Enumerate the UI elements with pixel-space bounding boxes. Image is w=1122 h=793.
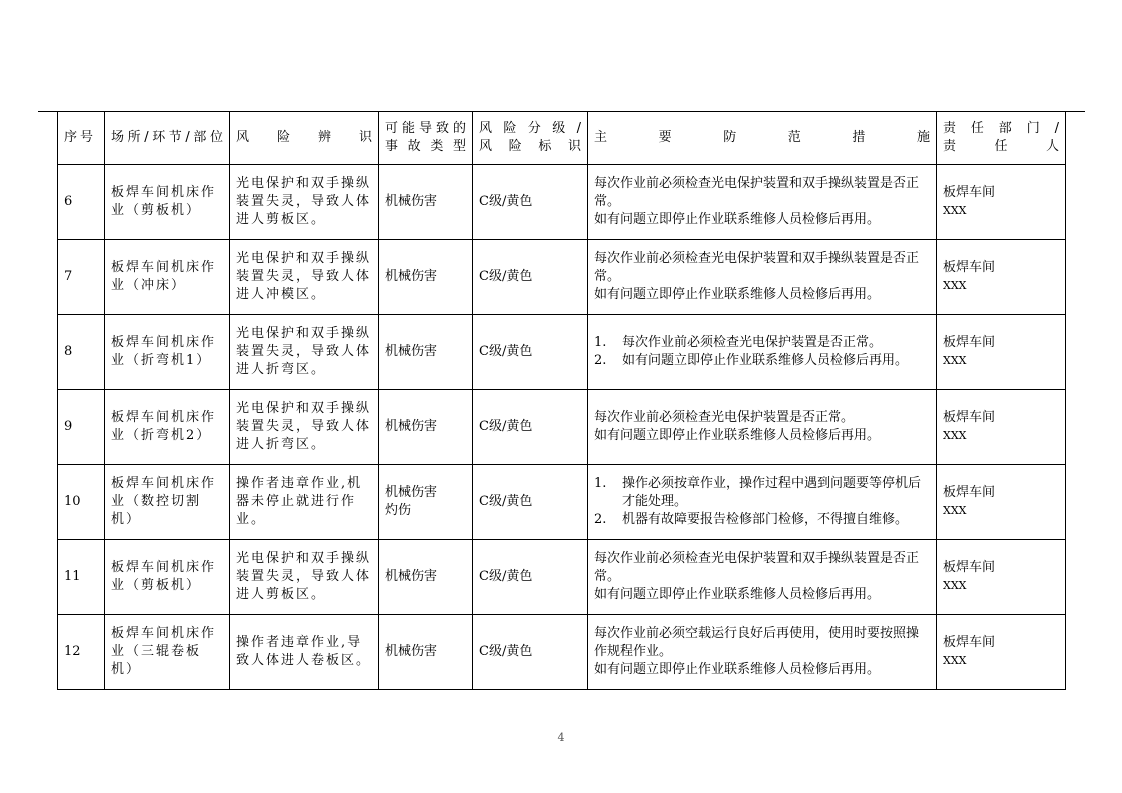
cell-accident-type [379, 390, 473, 465]
cell-location: 板焊车间机床作业（折弯机1） [105, 315, 230, 390]
responsible-person: XXX [943, 354, 967, 367]
header-risk-identification: 风 险 辨 识 [230, 112, 379, 165]
cell-seq: 12 [58, 615, 105, 690]
cell-location: 板焊车间机床作业（剪板机） [105, 165, 230, 240]
table-row [58, 240, 1066, 315]
responsible-person: XXX [943, 504, 967, 517]
responsible-person: XXX [943, 579, 967, 592]
measure-list-item [594, 334, 930, 352]
measure-text: 每次作业前必须检查光电保护装置和双手操纵装置是否正常。 [594, 176, 920, 209]
table-row [58, 615, 1066, 690]
responsible-person: XXX [943, 429, 967, 442]
responsible-dept: 板焊车间 [943, 485, 996, 500]
cell-risk: 光电保护和双手操纵装置失灵，导致人体进人剪板区。 [230, 165, 379, 240]
cell-risk-level: C级/黄色 [473, 540, 588, 615]
responsible-dept: 板焊车间 [943, 560, 996, 575]
cell-responsible [937, 315, 1066, 390]
accident-type-item: 机械伤害 [385, 644, 438, 659]
accident-type-item: 机械伤害 [385, 344, 438, 359]
cell-seq: 8 [58, 315, 105, 390]
list-number: 1. [594, 335, 607, 350]
cell-risk-level: C级/黄色 [473, 465, 588, 540]
accident-type-item: 机械伤害 [385, 419, 438, 434]
measure-list-item [594, 352, 930, 370]
responsible-person: XXX [943, 204, 967, 217]
responsible-dept: 板焊车间 [943, 335, 996, 350]
cell-risk-level: C级/黄色 [473, 165, 588, 240]
responsible-dept: 板焊车间 [943, 260, 996, 275]
header-risk-level: 风险分级/ 风险标识 [473, 112, 588, 165]
responsible-dept: 板焊车间 [943, 410, 996, 425]
header-seq: 序号 [58, 112, 105, 165]
list-number: 1. [594, 476, 607, 491]
cell-responsible [937, 390, 1066, 465]
accident-type-item: 机械伤害 [385, 269, 438, 284]
cell-risk: 操作者违章作业,机器未停止就进行作业。 [230, 465, 379, 540]
cell-accident-type [379, 615, 473, 690]
accident-type-item: 灼伤 [385, 503, 412, 518]
cell-measures [588, 615, 937, 690]
cell-seq: 11 [58, 540, 105, 615]
cell-accident-type [379, 540, 473, 615]
cell-risk-level: C级/黄色 [473, 315, 588, 390]
header-responsible: 责任部门/ 责 任 人 [937, 112, 1066, 165]
measure-text: 如有问题立即停止作业联系维修人员检修后再用。 [622, 353, 909, 368]
cell-seq: 6 [58, 165, 105, 240]
table-row [58, 390, 1066, 465]
accident-type-item: 机械伤害 [385, 569, 438, 584]
cell-seq: 7 [58, 240, 105, 315]
cell-risk: 光电保护和双手操纵装置失灵，导致人体进人折弯区。 [230, 315, 379, 390]
measure-text: 如有问题立即停止作业联系维修人员检修后再用。 [594, 662, 881, 677]
responsible-person: XXX [943, 279, 967, 292]
table-row [58, 465, 1066, 540]
responsible-person: XXX [943, 654, 967, 667]
cell-risk-level: C级/黄色 [473, 615, 588, 690]
cell-responsible [937, 465, 1066, 540]
cell-accident-type [379, 315, 473, 390]
cell-responsible [937, 240, 1066, 315]
cell-measures [588, 465, 937, 540]
cell-responsible [937, 615, 1066, 690]
cell-location: 板焊车间机床作业（数控切割机） [105, 465, 230, 540]
cell-accident-type [379, 240, 473, 315]
page-number: 4 [557, 731, 565, 744]
table-header-row [58, 112, 1066, 165]
header-accident-type: 可能导致的 事故类型 [379, 112, 473, 165]
risk-assessment-table [57, 111, 1066, 690]
cell-risk-level: C级/黄色 [473, 390, 588, 465]
measure-text: 每次作业前必须检查光电保护装置和双手操纵装置是否正常。 [594, 251, 920, 284]
cell-accident-type [379, 465, 473, 540]
measure-text: 机器有故障要报告检修部门检修，不得擅自维修。 [622, 512, 909, 527]
measure-text: 如有问题立即停止作业联系维修人员检修后再用。 [594, 587, 881, 602]
cell-measures [588, 390, 937, 465]
measure-text: 每次作业前必须检查光电保护装置和双手操纵装置是否正常。 [594, 551, 920, 584]
measure-text: 如有问题立即停止作业联系维修人员检修后再用。 [594, 212, 881, 227]
cell-location: 板焊车间机床作业（剪板机） [105, 540, 230, 615]
cell-measures [588, 540, 937, 615]
cell-risk: 光电保护和双手操纵装置失灵，导致人体进人冲模区。 [230, 240, 379, 315]
responsible-dept: 板焊车间 [943, 185, 996, 200]
cell-seq: 10 [58, 465, 105, 540]
measure-text: 如有问题立即停止作业联系维修人员检修后再用。 [594, 287, 881, 302]
measure-text: 操作必须按章作业，操作过程中遇到问题要等停机后才能处理。 [622, 476, 922, 509]
measure-text: 每次作业前必须检查光电保护装置是否正常。 [622, 335, 883, 350]
cell-responsible [937, 540, 1066, 615]
cell-location: 板焊车间机床作业（冲床） [105, 240, 230, 315]
cell-risk: 光电保护和双手操纵装置失灵，导致人体进人剪板区。 [230, 540, 379, 615]
list-number: 2. [594, 353, 607, 368]
cell-accident-type [379, 165, 473, 240]
measure-list-item [594, 475, 930, 511]
cell-seq: 9 [58, 390, 105, 465]
accident-type-item: 机械伤害 [385, 194, 438, 209]
header-measures: 主 要 防 范 措 施 [588, 112, 937, 165]
cell-location: 板焊车间机床作业（折弯机2） [105, 390, 230, 465]
table-row [58, 165, 1066, 240]
measure-text: 每次作业前必须检查光电保护装置是否正常。 [594, 410, 855, 425]
cell-measures [588, 315, 937, 390]
measure-text: 如有问题立即停止作业联系维修人员检修后再用。 [594, 428, 881, 443]
cell-measures [588, 165, 937, 240]
cell-measures [588, 240, 937, 315]
measure-list-item [594, 511, 930, 529]
table-body [58, 165, 1066, 690]
cell-risk-level: C级/黄色 [473, 240, 588, 315]
responsible-dept: 板焊车间 [943, 635, 996, 650]
cell-risk: 光电保护和双手操纵装置失灵，导致人体进人折弯区。 [230, 390, 379, 465]
accident-type-item: 机械伤害 [385, 485, 438, 500]
cell-responsible [937, 165, 1066, 240]
cell-location: 板焊车间机床作业（三辊卷板机） [105, 615, 230, 690]
list-number: 2. [594, 512, 607, 527]
measure-text: 每次作业前必须空载运行良好后再使用，使用时要按照操作规程作业。 [594, 626, 920, 659]
table-row [58, 315, 1066, 390]
cell-risk: 操作者违章作业,导致人体进人卷板区。 [230, 615, 379, 690]
header-location: 场所/环节/部位 [105, 112, 230, 165]
table-row [58, 540, 1066, 615]
